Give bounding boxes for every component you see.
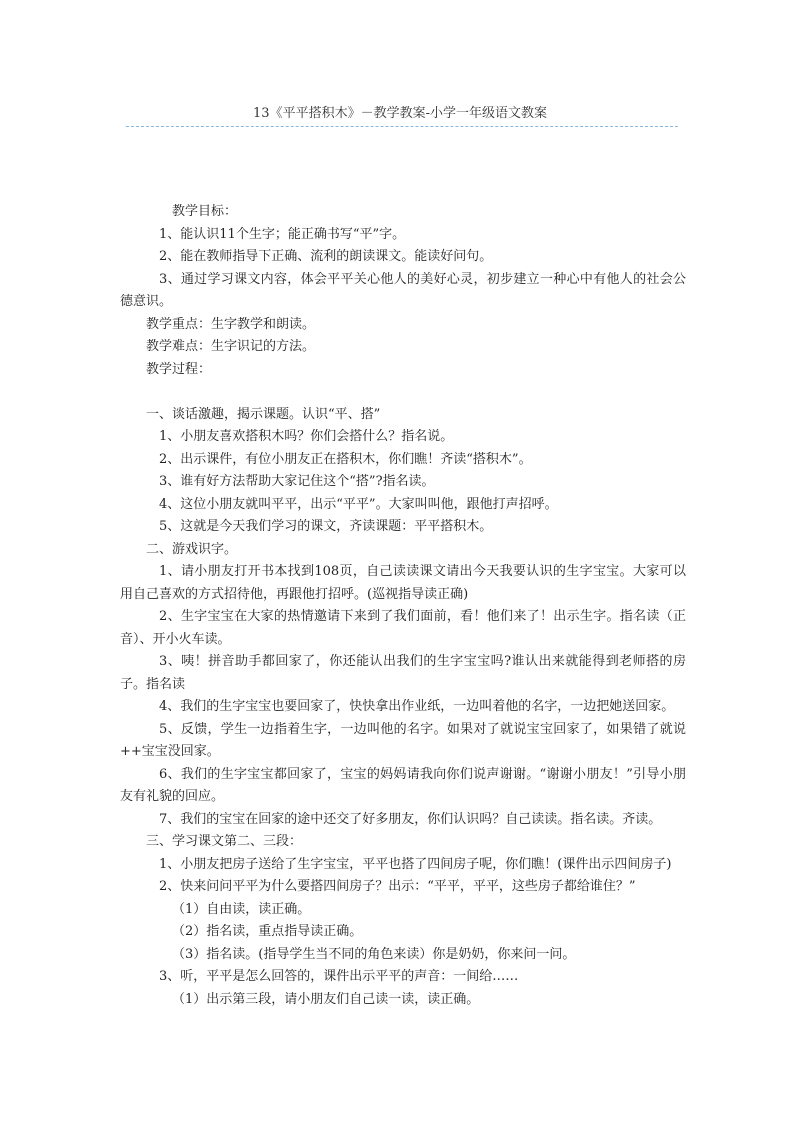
section-heading-objectives: 教学目标：: [172, 204, 238, 219]
step-item: 4、我们的生字宝宝也要回家了，快快拿出作业纸，一边叫着他的名字，一边把她送回家。: [159, 699, 675, 714]
step-item: 3、咦！拼音助手都回家了，你还能认出我们的生字宝宝吗?谁认出来就能得到老师搭的房子。指名读: [120, 654, 686, 692]
sub-step-item: （1）出示第三段，请小朋友们自己读一读，读正确。: [172, 991, 480, 1007]
step-item: 4、这位小朋友就叫平平，出示“平平”。大家叫叫他，跟他打声招呼。: [159, 496, 558, 512]
sub-step-item: （2）指名读，重点指导读正确。: [172, 924, 363, 939]
objective-item: 3、通过学习课文内容，体会平平关心他人的美好心灵，初步建立一种心中有他人的社会公德意识。: [120, 271, 686, 309]
step-item: 5、反馈，学生一边指着生字，一边叫他的名字。如果对了就说宝宝回家了，如果错了就说++宝宝没回家。: [120, 721, 686, 759]
section-heading-process: 教学过程：: [146, 361, 212, 377]
step-heading-3: 三、学习课文第二、三段：: [146, 834, 303, 849]
step-heading-1: 一、谈话激趣，揭示课题。认识“平、搭”: [146, 406, 381, 422]
step-item: 3、谁有好方法帮助大家记住这个“搭”?指名读。: [159, 474, 435, 489]
step-item: 2、快来问问平平为什么要搭四间房子？出示：“平平，平平，这些房子都给谁住？”: [159, 879, 636, 894]
document-title: 13《平平搭积木》－教学教案-小学一年级语文教案: [253, 106, 547, 121]
step-item: 6、我们的生字宝宝都回家了，宝宝的妈妈请我向你们说声谢谢。“谢谢小朋友！”引导小朋友有礼貌的回应。: [120, 766, 686, 804]
difficult-point: 教学难点：生字识记的方法。: [146, 339, 316, 354]
step-item: 5、这就是今天我们学习的课文，齐读课题：平平搭积木。: [159, 519, 493, 534]
step-heading-2: 二、游戏识字。: [146, 541, 238, 557]
sub-step-item: （1）自由读，读正确。: [172, 901, 311, 917]
step-item: 1、小朋友把房子送给了生字宝宝，平平也搭了四间房子呢，你们瞧！(课件出示四间房子): [159, 856, 672, 872]
step-item: 2、生字宝宝在大家的热情邀请下来到了我们面前，看！他们来了！出示生字。指名读（正音）、开小火车读。: [120, 609, 686, 647]
step-item: 1、请小朋友打开书本找到108页，自己读读课文请出今天我要认识的生字宝宝。大家可以用自己喜欢的方式招待他，再跟他打招呼。(巡视指导读正确): [120, 564, 686, 602]
document-body: [120, 201, 686, 1011]
step-item: 1、小朋友喜欢搭积木吗？你们会搭什么？指名说。: [159, 429, 454, 444]
header-divider: [126, 126, 678, 127]
objective-item: 1、能认识11个生字；能正确书写“平”字。: [159, 226, 406, 242]
key-point: 教学重点：生字教学和朗读。: [146, 316, 316, 332]
step-item: 2、出示课件，有位小朋友正在搭积木，你们瞧！齐读“搭积木”。: [159, 451, 532, 467]
sub-step-item: （3）指名读。(指导学生当不同的角色来读）你是奶奶，你来问一问。: [172, 946, 576, 962]
objective-item: 2、能在教师指导下正确、流利的朗读课文。能读好问句。: [159, 249, 493, 264]
blank-line: [120, 381, 686, 404]
step-item: 7、我们的宝宝在回家的途中还交了好多朋友，你们认识吗？自己读读。指名读。齐读。: [159, 811, 662, 827]
step-item: 3、听，平平是怎么回答的，课件出示平平的声音：一间给……: [159, 969, 519, 984]
